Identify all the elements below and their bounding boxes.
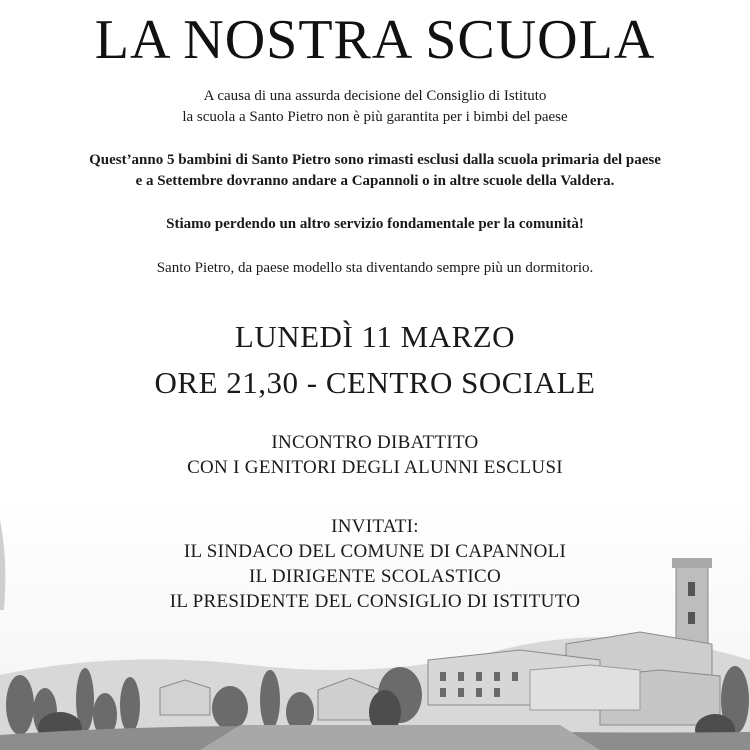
debate-line-1: INCONTRO DIBATTITO [271,432,479,453]
event-date: LUNEDÌ 11 MARZO [234,319,516,354]
excluded-line-2: e a Settembre dovranno andare a Capannoli o in altre scuole della Valdera. [135,173,615,189]
event-time-place: ORE 21,30 - CENTRO SOCIALE [154,365,596,400]
service-loss-statement: Stiamo perdendo un altro servizio fondamentale per la comunità! [166,216,584,232]
invited-heading: INVITATI: [331,516,419,537]
debate-line-2: CON I GENITORI DEGLI ALUNNI ESCLUSI [187,457,563,478]
invited-list [0,514,750,614]
page-title: LA NOSTRA SCUOLA [94,9,656,71]
intro-paragraph [0,86,750,128]
event-details [0,314,750,406]
invited-item: IL PRESIDENTE DEL CONSIGLIO DI ISTITUTO [169,591,581,612]
debate-description [0,430,750,480]
invited-item: IL DIRIGENTE SCOLASTICO [248,566,502,587]
excluded-line-1: Quest’anno 5 bambini di Santo Pietro sono rimasti esclusi dalla scuola primaria del paese [89,152,661,168]
excluded-children-paragraph [0,150,750,192]
intro-line-1: A causa di una assurda decisione del Consiglio di Istituto [203,88,547,104]
invited-item: IL SINDACO DEL COMUNE DI CAPANNOLI [183,541,567,562]
dormitory-statement: Santo Pietro, da paese modello sta diventando sempre più un dormitorio. [156,260,594,276]
intro-line-2: la scuola a Santo Pietro non è più garantita per i bimbi del paese [182,109,568,125]
